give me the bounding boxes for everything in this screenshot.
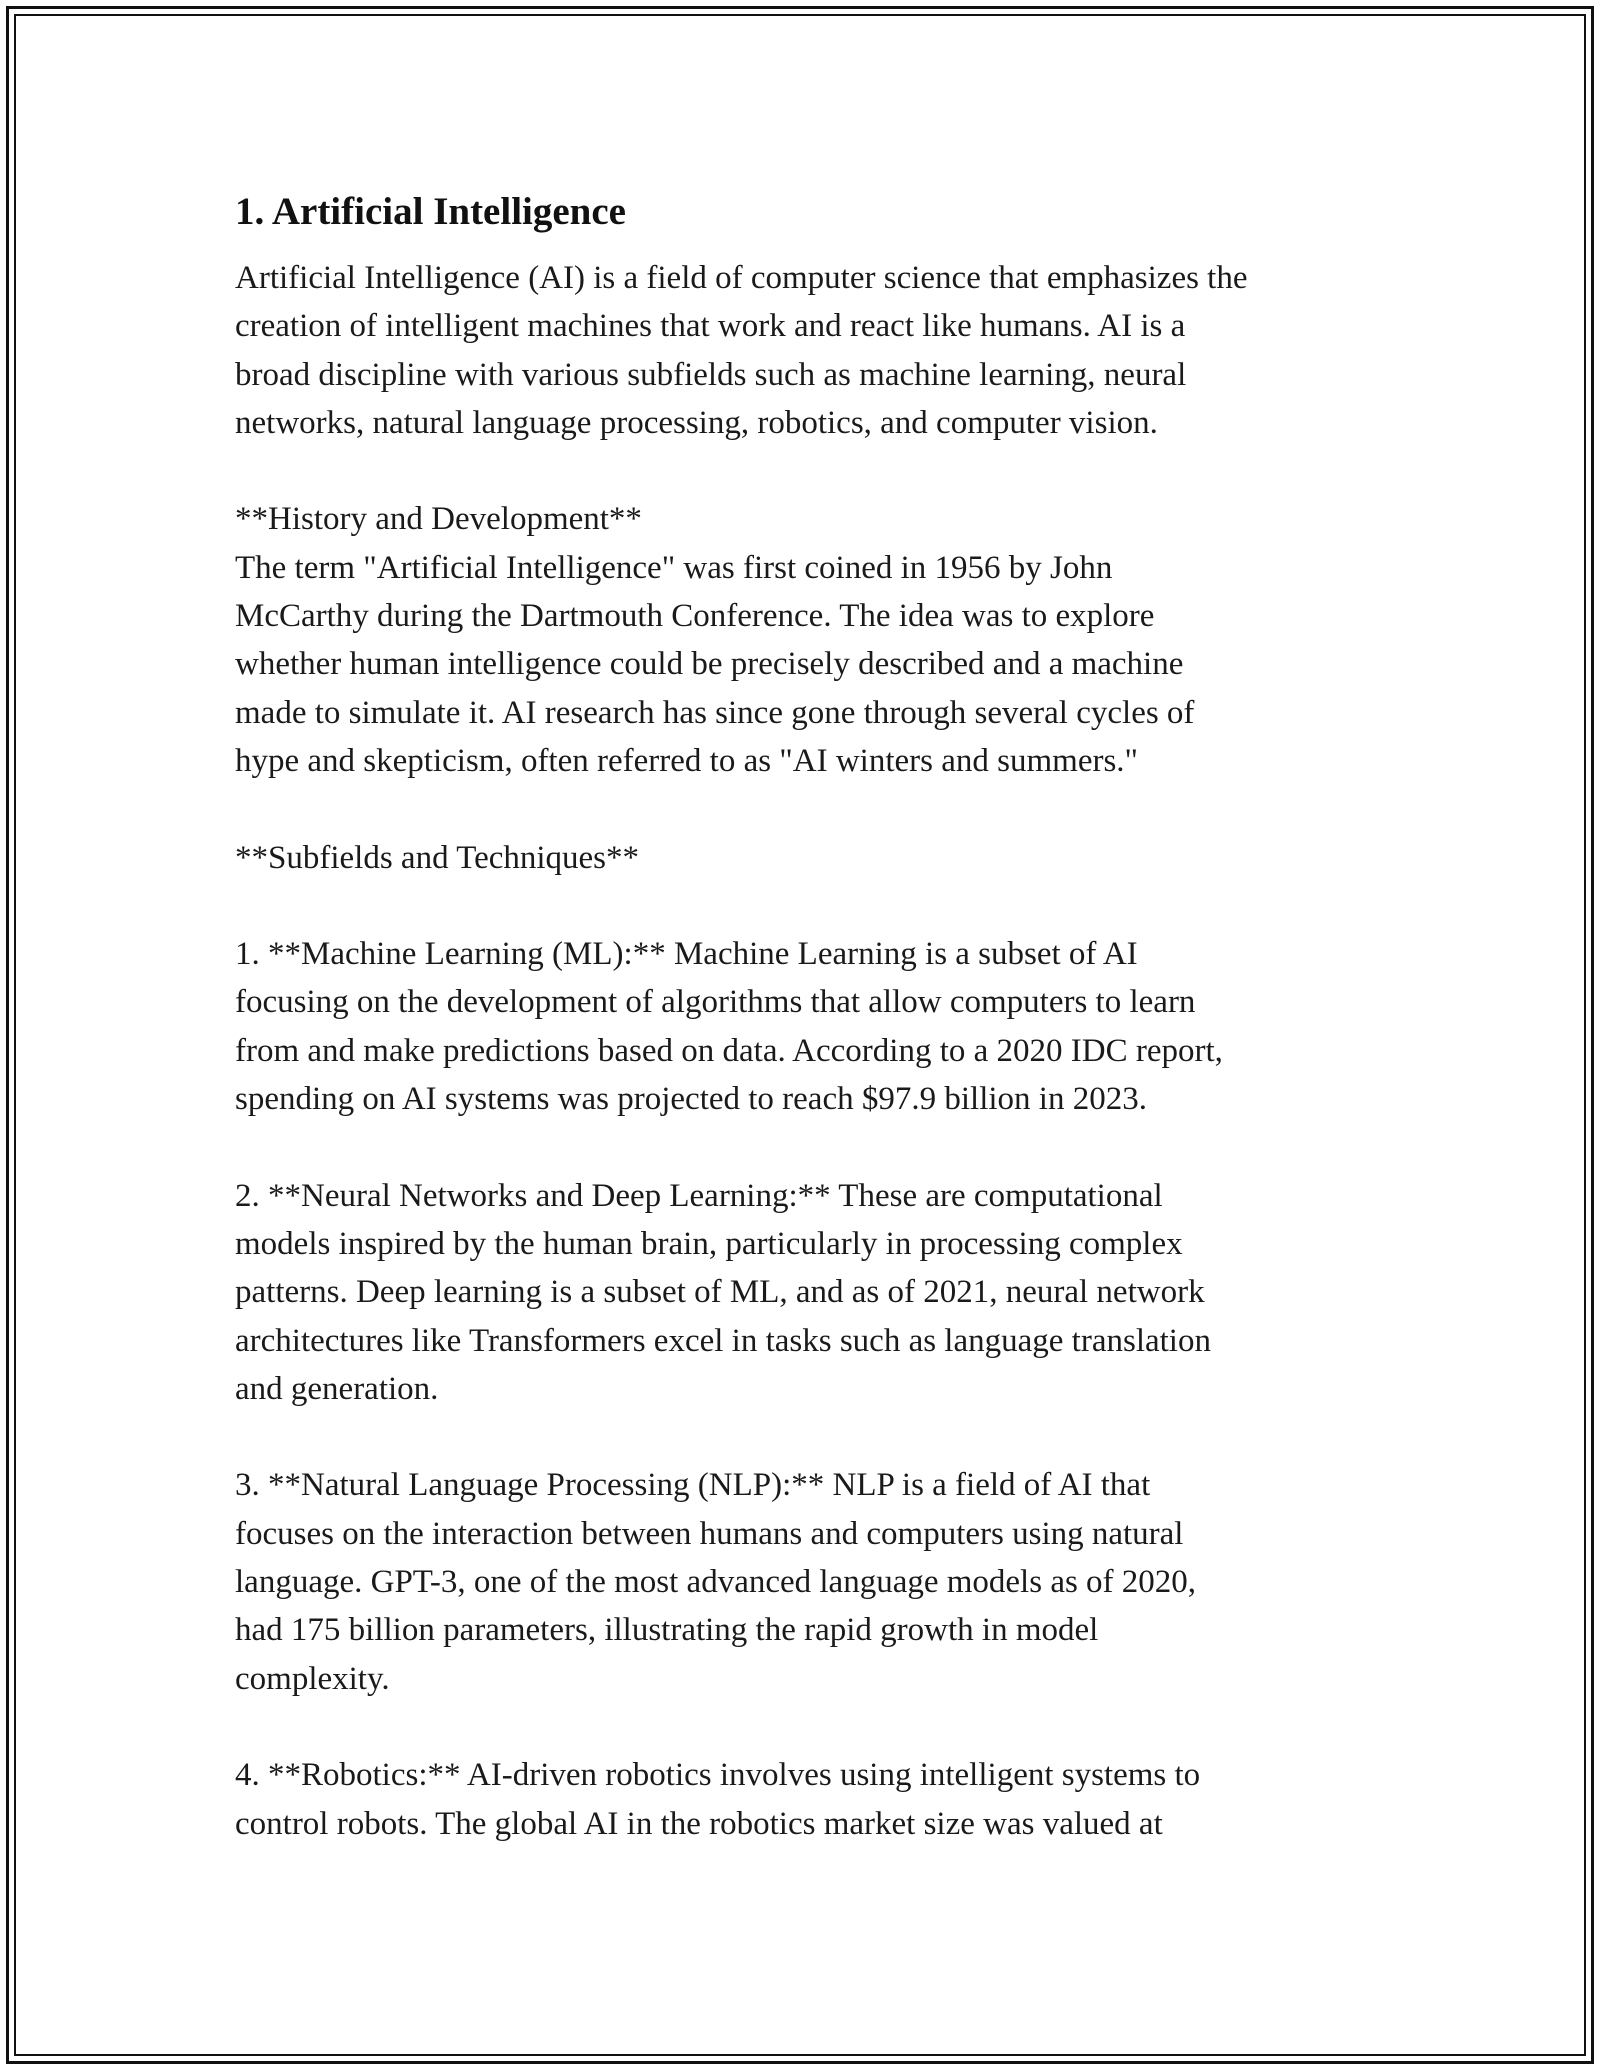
document-body [235, 182, 1375, 1848]
section-heading: 1. Artificial Intelligence [235, 190, 626, 233]
history-title: **History and Development** [235, 501, 642, 538]
intro-paragraph: Artificial Intelligence (AI) is a field of computer science that emphasizes the creation of intelligent machines that work and react like humans. AI is a broad discipline with various subfields such as machine learning, neural networks, natural language processing, robotics, and computer vision. [235, 260, 1248, 441]
subfields-title: **Subfields and Techniques** [235, 839, 640, 876]
list-item-neural-networks: 2. **Neural Networks and Deep Learning:** These are computational models inspired by the human brain, particularly in processing complex patterns. Deep learning is a subset of ML, and as of 2021, neural network architectures like Transformers excel in tasks such as language translation and generation. [235, 1177, 1211, 1407]
history-paragraph: The term "Artificial Intelligence" was first coined in 1956 by John McCarthy during the Dartmouth Conference. The idea was to explore whether human intelligence could be precisely described and a machine made to simulate it. AI research has since gone through several cycles of hype and skepticism, often referred to as "AI winters and summers." [235, 549, 1195, 779]
list-item-machine-learning: 1. **Machine Learning (ML):** Machine Learning is a subset of AI focusing on the development of algorithms that allow computers to learn from and make predictions based on data. According to a 2020 IDC report, spending on AI systems was projected to reach $97.9 billion in 2023. [235, 936, 1223, 1118]
list-item-nlp: 3. **Natural Language Processing (NLP):** NLP is a field of AI that focuses on the interaction between humans and computers using natural language. GPT-3, one of the most advanced language models as of 2020, had 175 billion parameters, illustrating the rapid growth in model complexity. [235, 1467, 1197, 1697]
list-item-robotics: 4. **Robotics:** AI-driven robotics involves using intelligent systems to control robots. The global AI in the robotics market size was valued at [235, 1757, 1201, 1842]
